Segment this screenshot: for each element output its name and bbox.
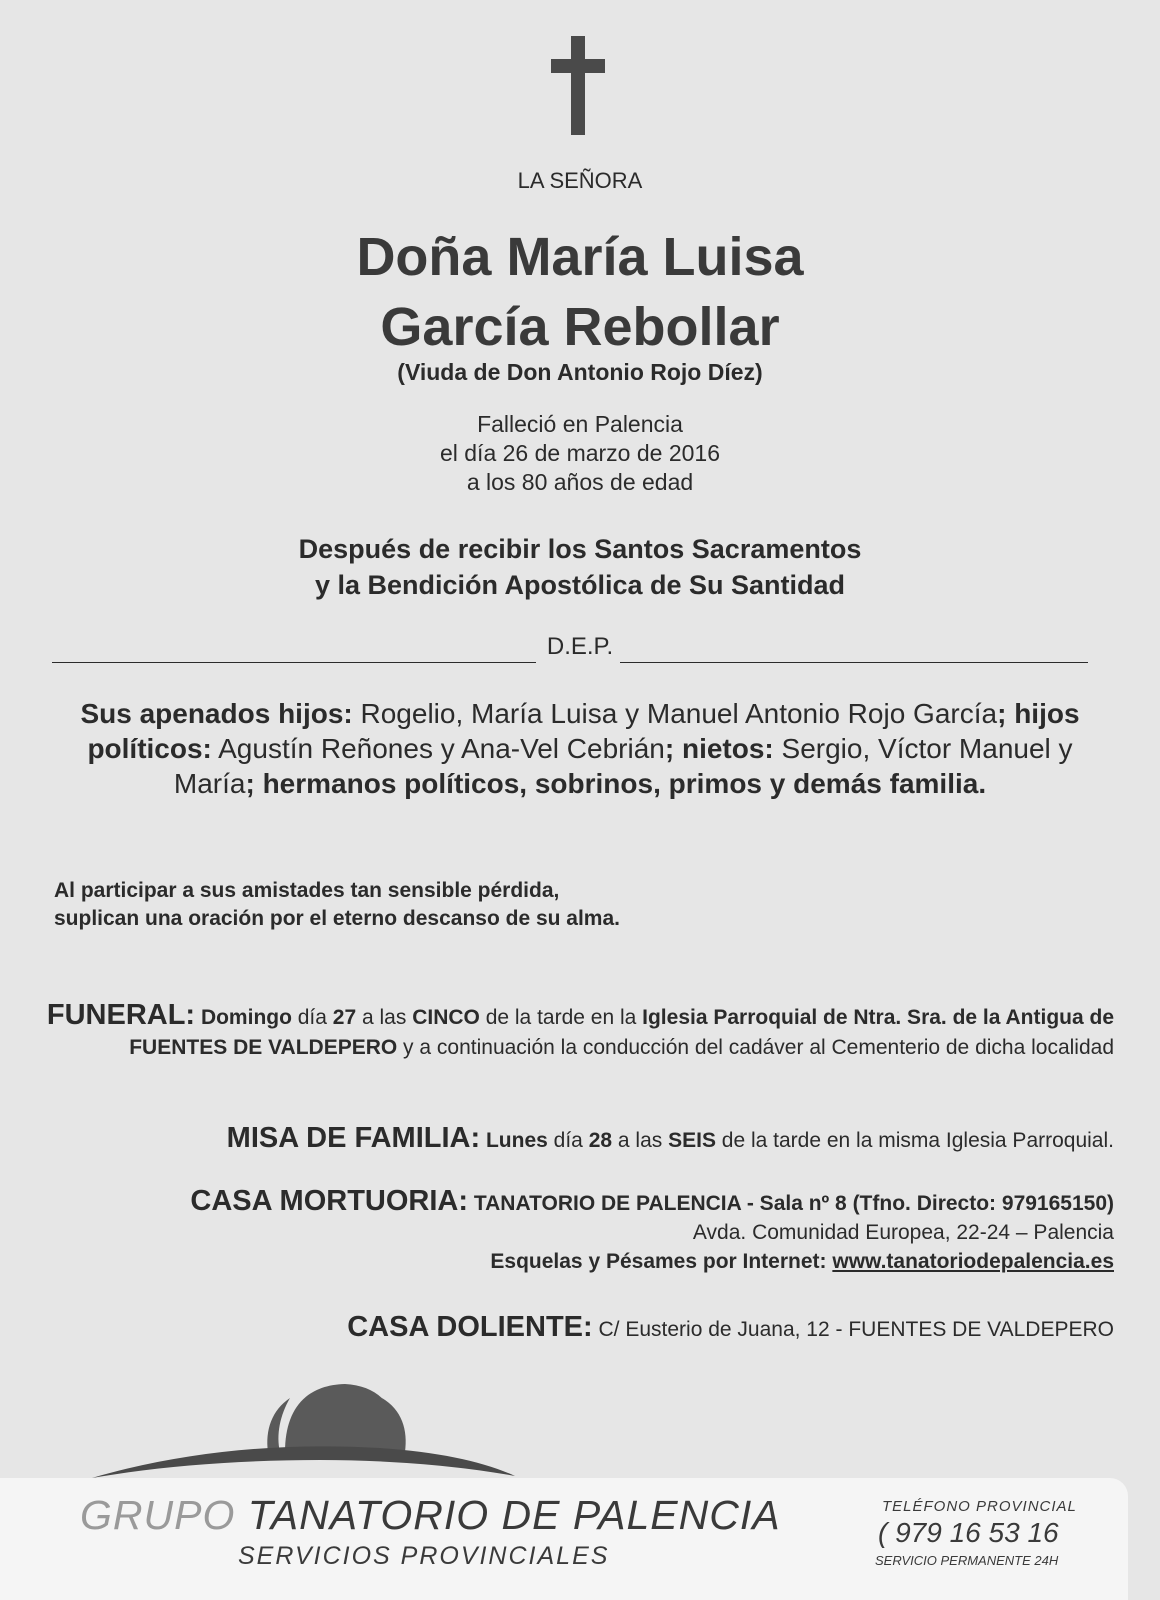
participation-line1: Al participar a sus amistades tan sensible pérdida,	[54, 879, 560, 902]
funeral-label: FUNERAL:	[46, 999, 196, 1031]
funeral-text: y a continuación la conducción del cadáver al Cementerio de dicha localidad	[397, 1036, 1114, 1059]
funeral-church: Iglesia Parroquial de Ntra. Sra. de la Antigua de FUENTES DE VALDEPERO	[129, 1006, 1114, 1059]
other-relatives: ; hermanos políticos, sobrinos, primos y demás familia.	[245, 768, 987, 799]
children-names: Rogelio, María Luisa y Manuel Antonio Rojo García	[352, 698, 998, 729]
funeral-day: Domingo	[200, 1006, 292, 1029]
funeral-text: de la tarde en la	[479, 1006, 643, 1029]
sacraments-line1: Después de recibir los Santos Sacramentos	[298, 534, 862, 564]
misa-day: Lunes	[485, 1129, 548, 1152]
phone-label: TELÉFONO PROVINCIAL	[882, 1498, 1077, 1515]
dep-text: D.E.P.	[546, 633, 614, 660]
misa-label: MISA DE FAMILIA:	[226, 1122, 481, 1154]
sacraments-line2: y la Bendición Apostólica de Su Santidad	[314, 570, 846, 600]
funeral-date: 27	[332, 1006, 357, 1029]
misa-text: día	[547, 1129, 589, 1152]
mourning-house-section	[347, 1311, 1114, 1344]
misa-date: 28	[588, 1129, 613, 1152]
website-link[interactable]: www.tanatoriodepalencia.es	[832, 1250, 1114, 1273]
internet-label: Esquelas y Pésames por Internet:	[490, 1250, 833, 1273]
grandchildren-names: Sergio, Víctor Manuel y María	[173, 733, 1073, 799]
misa-text: de la tarde en la misma Iglesia Parroquial.	[715, 1129, 1114, 1152]
company-logo-icon	[90, 1380, 520, 1480]
brand-name: TANATORIO DE PALENCIA	[247, 1492, 781, 1538]
funeral-time: CINCO	[412, 1006, 480, 1029]
title-label: LA SEÑORA	[517, 168, 643, 193]
participation-text	[54, 877, 620, 933]
grandchildren-label: ; nietos:	[664, 733, 774, 764]
phone-handset-icon: (	[878, 1517, 888, 1548]
funeral-text: a las	[356, 1006, 413, 1029]
dep-rule-left	[52, 662, 536, 663]
funeral-text: día	[291, 1006, 333, 1029]
family-paragraph	[60, 696, 1100, 801]
phone-number: 979 16 53 16	[895, 1517, 1059, 1548]
inlaws-label: hijos políticos:	[87, 698, 1080, 764]
death-age: a los 80 años de edad	[466, 469, 694, 495]
sacraments	[0, 531, 1160, 603]
brand-subtitle: SERVICIOS PROVINCIALES	[238, 1542, 610, 1570]
phone-number-row	[878, 1517, 1059, 1549]
casa-mortuoria-label: CASA MORTUORIA:	[190, 1185, 469, 1217]
participation-line2: suplican una oración por el eterno descanso de su alma.	[54, 907, 620, 930]
casa-doliente-label: CASA DOLIENTE:	[347, 1311, 593, 1343]
death-date: el día 26 de marzo de 2016	[439, 440, 721, 466]
inlaws-names: Agustín Reñones y Ana-Vel Cebrián	[211, 733, 665, 764]
misa-time: SEIS	[668, 1129, 716, 1152]
casa-doliente-address: C/ Eusterio de Juana, 12 - FUENTES DE VALDEPERO	[598, 1318, 1114, 1341]
deceased-name-line2: García Rebollar	[380, 297, 780, 357]
casa-mortuoria-place: TANATORIO DE PALENCIA - Sala nº 8 (Tfno. Directo: 979165150)	[473, 1192, 1114, 1215]
children-label: Sus apenados hijos:	[80, 698, 353, 729]
family-mass-section	[227, 1122, 1114, 1155]
death-place: Falleció en Palencia	[477, 411, 683, 437]
brand-grupo: GRUPO	[80, 1492, 248, 1538]
separator: ;	[997, 698, 1007, 729]
funeral-section	[24, 1000, 1114, 1063]
dep-rule-right	[620, 662, 1088, 663]
misa-text: a las	[612, 1129, 669, 1152]
funeral-home-section	[190, 1187, 1114, 1276]
widow-of: (Viuda de Don Antonio Rojo Díez)	[397, 359, 763, 385]
phone-note: SERVICIO PERMANENTE 24H	[875, 1553, 1059, 1568]
deceased-name-line1: Doña María Luisa	[356, 227, 804, 287]
casa-mortuoria-address: Avda. Comunidad Europea, 22-24 – Palencia	[692, 1221, 1114, 1244]
death-info	[0, 410, 1160, 497]
brand-title	[80, 1492, 781, 1539]
